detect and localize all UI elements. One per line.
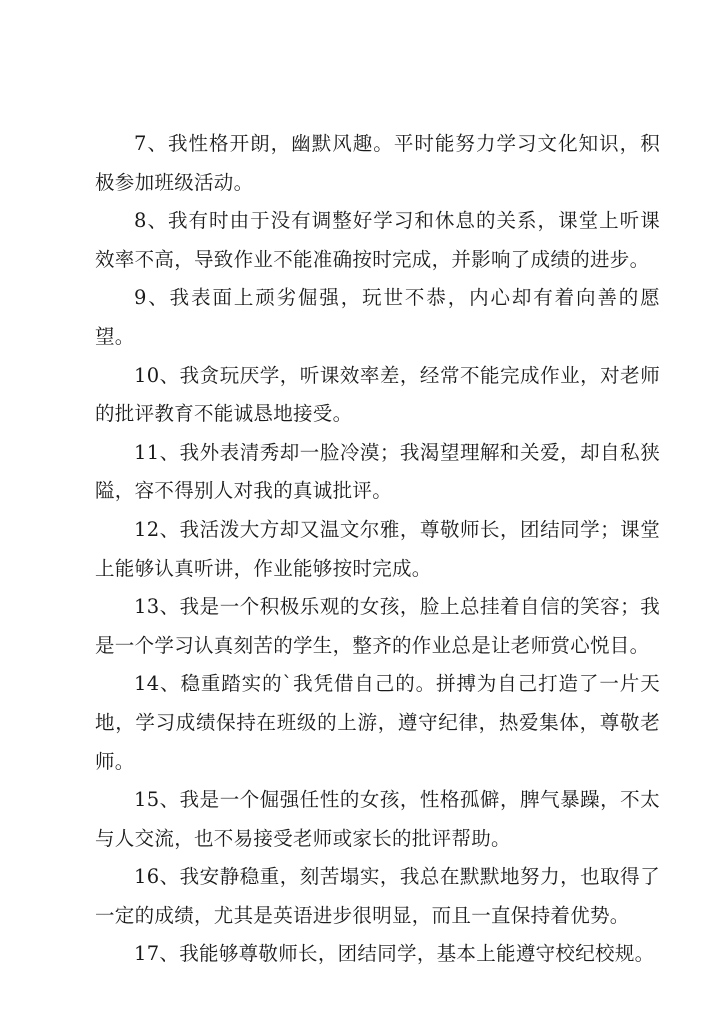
document-body: [95, 125, 660, 974]
paragraph-7: 7、我性格开朗，幽默风趣。平时能努力学习文化知识，积极参加班级活动。: [95, 132, 660, 194]
paragraph-16: 16、我安静稳重，刻苦塌实，我总在默默地努力，也取得了一定的成绩，尤其是英语进步很明显，而且一直保持着优势。: [95, 865, 660, 927]
paragraph-8: 8、我有时由于没有调整好学习和休息的关系，课堂上听课效率不高，导致作业不能准确按时完成，并影响了成绩的进步。: [95, 209, 660, 271]
paragraph-13: 13、我是一个积极乐观的女孩，脸上总挂着自信的笑容；我是一个学习认真刻苦的学生，整齐的作业总是让老师赏心悦目。: [95, 595, 660, 657]
paragraph-15: 15、我是一个倔强任性的女孩，性格孤僻，脾气暴躁，不太与人交流，也不易接受老师或家长的批评帮助。: [95, 788, 660, 850]
paragraph-17: 17、我能够尊敬师长，团结同学，基本上能遵守校纪校规。: [134, 942, 655, 966]
paragraph-12: 12、我活泼大方却又温文尔雅，尊敬师长，团结同学；课堂上能够认真听讲，作业能够按时完成。: [95, 517, 660, 580]
paragraph-10: 10、我贪玩厌学，听课效率差，经常不能完成作业，对老师的批评教育不能诚恳地接受。: [95, 363, 660, 426]
paragraph-9: 9、我表面上顽劣倔强，玩世不恭，内心却有着向善的愿望。: [95, 286, 660, 348]
paragraph-11: 11、我外表清秀却一脸冷漠；我渴望理解和关爱，却自私狭隘，容不得别人对我的真诚批评。: [95, 440, 660, 503]
paragraph-14: 14、稳重踏实的`我凭借自己的。拼搏为自己打造了一片天地，学习成绩保持在班级的上游，遵守纪律，热爱集体，尊敬老师。: [95, 672, 660, 773]
